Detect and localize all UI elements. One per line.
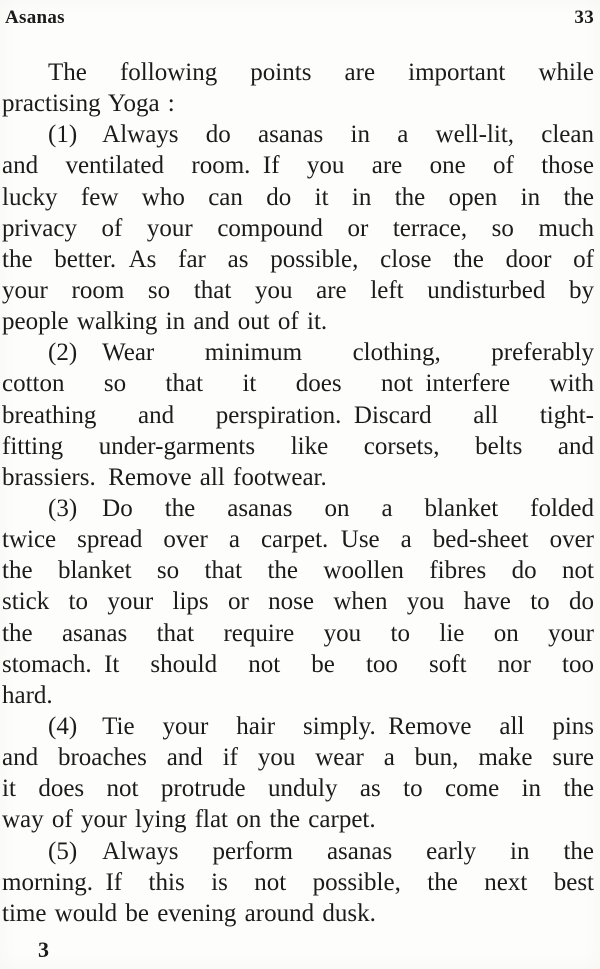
- running-head-title: Asanas: [5, 7, 65, 28]
- text-line: way of your lying flat on the carpet.: [2, 806, 376, 834]
- text-line: (2) Wear minimum clothing, preferably: [48, 339, 594, 367]
- text-line: (4) Tie your hair simply. Remove all pins: [48, 712, 594, 740]
- page-number: 33: [574, 7, 594, 28]
- text-line: stick to your lips or nose when you have to do: [2, 588, 594, 616]
- page-body: [0, 57, 600, 929]
- text-line: brassiers. Remove all footwear.: [2, 463, 327, 491]
- text-line: (3) Do the asanas on a blanket folded: [48, 494, 594, 522]
- paragraph: [2, 57, 594, 119]
- text-line: the asanas that require you to lie on your: [2, 619, 594, 647]
- text-line: people walking in and out of it.: [2, 308, 328, 336]
- text-line: (5) Always perform asanas early in the: [48, 837, 594, 865]
- text-line: hard.: [2, 681, 53, 709]
- paragraph: [2, 836, 594, 929]
- text-line: it does not protrude unduly as to come in the: [2, 775, 594, 803]
- signature-mark: 3: [38, 937, 49, 962]
- text-line: fitting under-garments like corsets, belts and: [2, 432, 594, 460]
- text-line: The following points are important while: [48, 59, 594, 86]
- text-line: (1) Always do asanas in a well-lit, clean: [48, 121, 594, 149]
- text-line: practising Yoga :: [2, 90, 175, 118]
- paragraph: [2, 711, 594, 836]
- text-line: your room so that you are left undisturbed by: [2, 276, 594, 304]
- paragraph: [2, 337, 594, 493]
- paragraph: [2, 493, 594, 711]
- text-line: cotton so that it does not interfere with: [2, 370, 594, 398]
- text-line: morning. If this is not possible, the next best: [2, 868, 594, 896]
- text-line: and broaches and if you wear a bun, make sure: [2, 744, 594, 772]
- text-line: time would be evening around dusk.: [2, 899, 376, 927]
- text-line: and ventilated room. If you are one of those: [2, 152, 594, 180]
- paragraph: [2, 119, 594, 337]
- text-line: twice spread over a carpet. Use a bed-sheet over: [2, 526, 594, 554]
- text-line: lucky few who can do it in the open in the: [2, 183, 594, 211]
- text-line: the better. As far as possible, close the door of: [2, 245, 594, 273]
- page-header: [0, 0, 600, 29]
- text-line: breathing and perspiration. Discard all tight-: [2, 401, 594, 429]
- text-line: the blanket so that the woollen fibres do not: [2, 557, 594, 585]
- text-line: stomach. It should not be too soft nor too: [2, 650, 594, 678]
- text-line: privacy of your compound or terrace, so much: [2, 214, 594, 242]
